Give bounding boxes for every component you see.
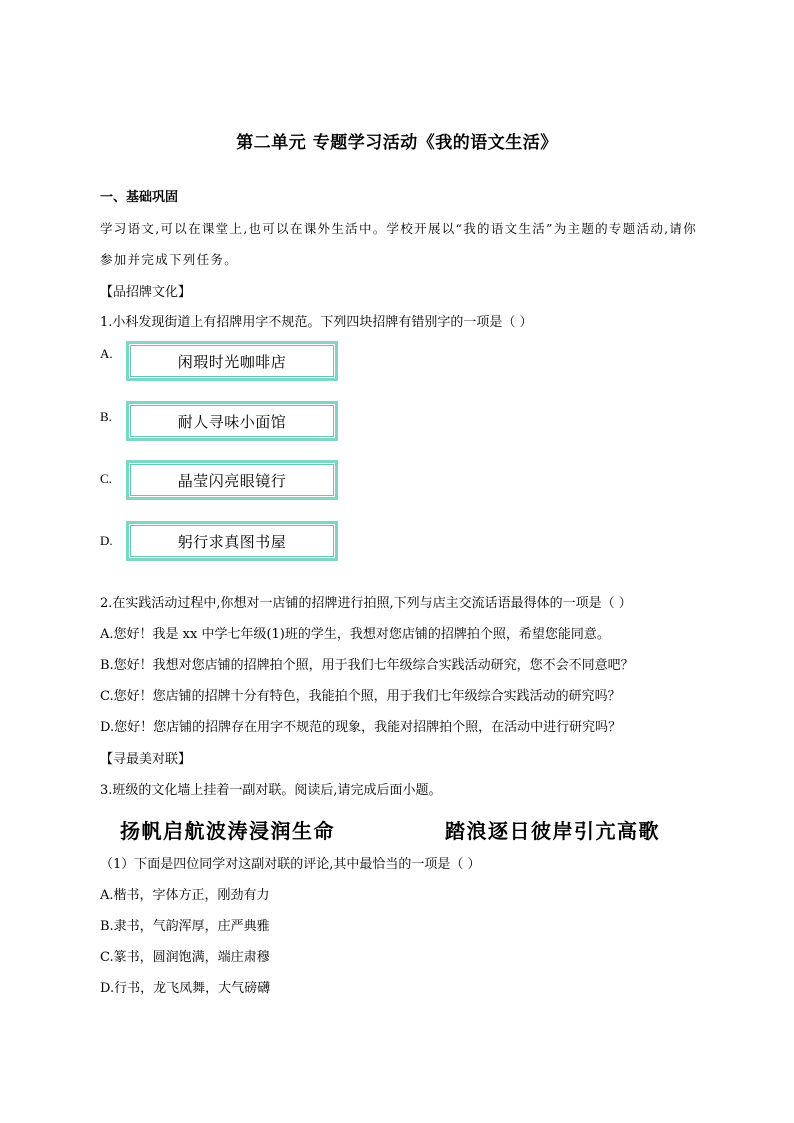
question-3-option-b: B.隶书，气韵浑厚，庄严典雅	[100, 919, 270, 934]
question-1: 1.小科发现街道上有招牌用字不规范。下列四块招牌有错别字的一项是（ ）	[100, 315, 533, 330]
sign-text-c: 晶莹闪亮眼镜行	[177, 471, 287, 490]
section-heading: 一、基础巩固	[100, 190, 179, 205]
question-3-option-a: A.楷书，字体方正，刚劲有力	[100, 888, 270, 903]
question-3: 3.班级的文化墙上挂着一副对联。阅读后,请完成后面小题。	[100, 783, 442, 798]
sign-board-a	[126, 341, 338, 381]
question-3-option-c: C.篆书，圆润饱满，端庄肃穆	[100, 950, 270, 965]
subsection-heading-signs: 【品招牌文化】	[100, 285, 192, 300]
sign-board-c	[126, 460, 338, 500]
intro-line-2: 参加并完成下列任务。	[100, 252, 239, 267]
question-2-option-b: B.您好！我想对您店铺的招牌拍个照，用于我们七年级综合实践活动研究，您不会不同意吧？	[100, 658, 634, 673]
sign-board-d	[126, 521, 338, 561]
question-3-1: （1）下面是四位同学对这副对联的评论,其中最恰当的一项是（ ）	[100, 857, 481, 872]
question-2-option-c: C.您好！您店铺的招牌十分有特色，我能拍个照，用于我们七年级综合实践活动的研究吗？	[100, 689, 621, 704]
subsection-heading-couplet: 【寻最美对联】	[100, 752, 192, 767]
intro-line-1: 学习语文,可以在课堂上,也可以在课外生活中。学校开展以“我的语文生活”为主题的专题活动,请你	[100, 221, 698, 236]
sign-text-d: 躬行求真图书屋	[177, 532, 287, 551]
question-2: 2.在实践活动过程中,你想对一店铺的招牌进行拍照,下列与店主交流话语最得体的一项是（ ）	[100, 596, 632, 611]
sign-text-a: 闲瑕时光咖啡店	[177, 352, 287, 371]
question-3-option-d: D.行书，龙飞凤舞，大气磅礴	[100, 981, 271, 996]
sign-option-label-c: C.	[100, 471, 112, 486]
couplet-lower-line: 踏浪逐日彼岸引亢高歌	[445, 819, 660, 843]
sign-board-b	[126, 401, 338, 441]
sign-option-label-a: A.	[100, 346, 113, 361]
couplet-upper-line: 扬帆启航波涛浸润生命	[120, 819, 335, 843]
sign-option-label-d: D.	[100, 533, 113, 548]
page-title: 第二单元 专题学习活动《我的语文生活》	[236, 133, 558, 153]
question-2-option-d: D.您好！您店铺的招牌存在用字不规范的现象，我能对招牌拍个照，在活动中进行研究吗？	[100, 720, 622, 735]
question-2-option-a: A.您好！我是 xx 中学七年级(1)班的学生，我想对您店铺的招牌拍个照，希望您能同意。	[100, 627, 610, 642]
sign-option-label-b: B.	[100, 409, 112, 424]
sign-text-b: 耐人寻味小面馆	[177, 412, 287, 431]
